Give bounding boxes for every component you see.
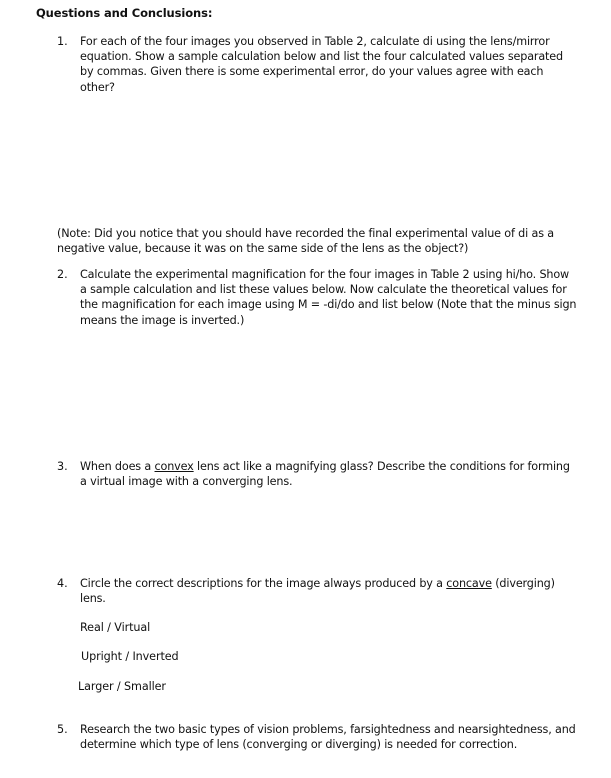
question-3-text-after: lens act like a magnifying glass? Describe the conditions for forming a virtual image with a converging lens. — [80, 460, 570, 489]
option-real-virtual: Real / Virtual — [80, 621, 151, 634]
question-1-text: For each of the four images you observed in Table 2, calculate di using the lens/mirror equation. Show a sample calculation below and list the four calculated values separated by commas. Given there is some experimental error, do your values agree with each other? — [80, 35, 563, 94]
question-4-text-after: (diverging) lens. — [80, 577, 555, 606]
question-3 — [57, 459, 577, 489]
question-3-underlined-word: convex — [154, 460, 194, 473]
section-heading: Questions and Conclusions: — [36, 6, 213, 20]
question-4-text — [80, 576, 577, 606]
question-5-text: Research the two basic types of vision problems, farsightedness and nearsightedness, and determine which type of lens (converging or diverging) is needed for correction. — [80, 723, 576, 752]
question-4-number: 4. — [57, 577, 68, 590]
option-larger-smaller: Larger / Smaller — [78, 680, 166, 693]
question-5-number: 5. — [57, 723, 68, 736]
question-3-text — [80, 459, 577, 489]
question-1 — [57, 34, 577, 95]
note-text: (Note: Did you notice that you should have recorded the final experimental value of di as a negative value, because it was on the same side of the lens as the object?) — [57, 227, 554, 256]
question-5 — [57, 722, 577, 752]
question-4-underlined-word: concave — [446, 577, 492, 590]
question-3-number: 3. — [57, 460, 68, 473]
question-4 — [57, 576, 577, 606]
question-2-text: Calculate the experimental magnification for the four images in Table 2 using hi/ho. Show a sample calculation and list these values below. Now calculate the theoretical values for the magnification for each image using M = -di/do and list below (Note that the minus sign means the image is inverted.) — [80, 268, 577, 327]
question-3-text-before: When does a — [80, 460, 155, 473]
question-2-number: 2. — [57, 268, 68, 281]
question-1-number: 1. — [57, 35, 68, 48]
option-upright-inverted: Upright / Inverted — [81, 650, 179, 663]
question-2 — [57, 267, 577, 328]
question-4-text-before: Circle the correct descriptions for the image always produced by a — [80, 577, 447, 590]
